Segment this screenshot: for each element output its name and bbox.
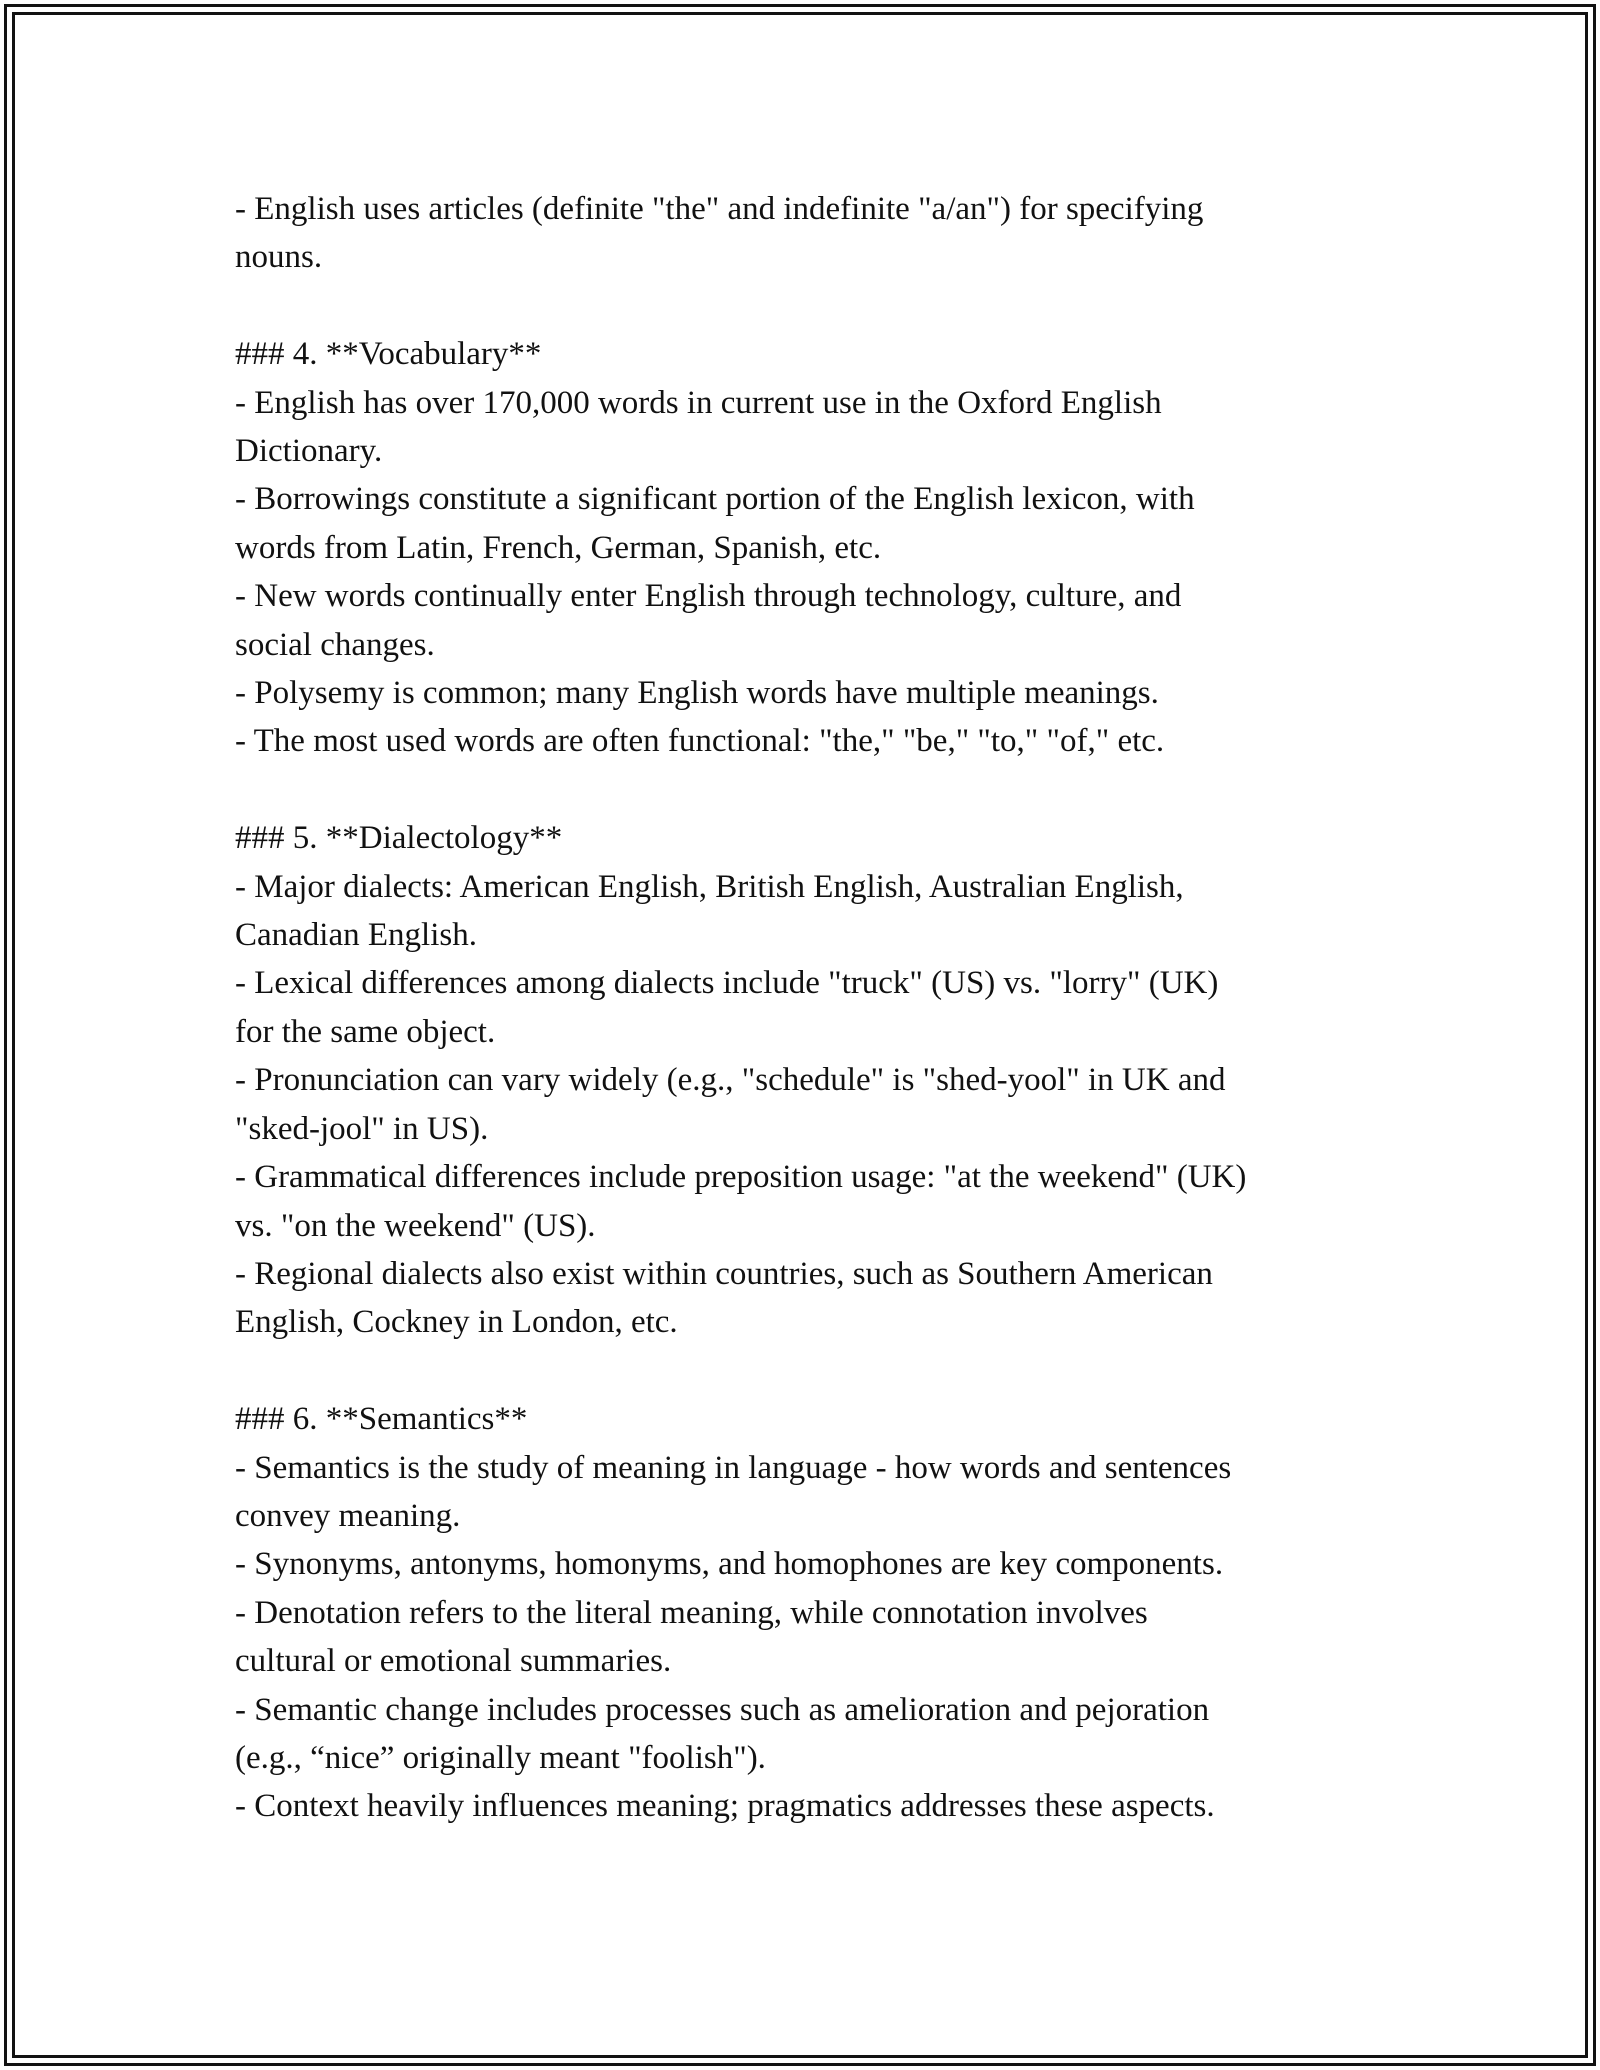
dialectology-line: for the same object.: [235, 1013, 496, 1050]
dialectology-line: English, Cockney in London, etc.: [235, 1304, 678, 1341]
section-heading-vocabulary: ### 4. **Vocabulary**: [235, 336, 542, 373]
intro-line: - English uses articles (definite "the" and indefinite "a/an") for specifying: [235, 191, 1204, 227]
dialectology-line: - Grammatical differences include preposition usage: "at the weekend" (UK): [235, 1159, 1247, 1196]
vocabulary-line: - New words continually enter English through technology, culture, and: [235, 578, 1182, 615]
semantics-line: (e.g., “nice” originally meant "foolish").: [235, 1739, 766, 1776]
blank-line: [235, 282, 1375, 330]
blank-line: [235, 1347, 1375, 1395]
semantics-line: - Synonyms, antonyms, homonyms, and homophones are key components.: [235, 1546, 1224, 1583]
dialectology-line: "sked-jool" in US).: [235, 1110, 489, 1147]
vocabulary-line: - The most used words are often functional: "the," "be," "to," "of," etc.: [235, 723, 1165, 760]
dialectology-line: - Major dialects: American English, British English, Australian English,: [235, 868, 1184, 905]
document-body: [235, 185, 1375, 1831]
semantics-line: - Semantics is the study of meaning in language - how words and sentences: [235, 1449, 1232, 1486]
intro-line: nouns.: [235, 239, 323, 276]
dialectology-line: Canadian English.: [235, 917, 477, 954]
vocabulary-line: social changes.: [235, 626, 435, 663]
section-heading-dialectology: ### 5. **Dialectology**: [235, 820, 563, 857]
dialectology-line: - Lexical differences among dialects include "truck" (US) vs. "lorry" (UK): [235, 965, 1219, 1002]
dialectology-line: vs. "on the weekend" (US).: [235, 1207, 596, 1244]
vocabulary-line: words from Latin, French, German, Spanish, etc.: [235, 529, 882, 566]
dialectology-line: - Regional dialects also exist within countries, such as Southern American: [235, 1255, 1213, 1292]
semantics-line: convey meaning.: [235, 1497, 461, 1534]
section-heading-semantics: ### 6. **Semantics**: [235, 1401, 528, 1438]
blank-line: [235, 766, 1375, 814]
vocabulary-line: Dictionary.: [235, 433, 383, 470]
vocabulary-line: - English has over 170,000 words in current use in the Oxford English: [235, 384, 1162, 421]
semantics-line: cultural or emotional summaries.: [235, 1643, 672, 1680]
vocabulary-line: - Polysemy is common; many English words have multiple meanings.: [235, 675, 1159, 712]
semantics-line: - Context heavily influences meaning; pragmatics addresses these aspects.: [235, 1788, 1215, 1825]
vocabulary-line: - Borrowings constitute a significant portion of the English lexicon, with: [235, 481, 1195, 518]
dialectology-line: - Pronunciation can vary widely (e.g., "schedule" is "shed-yool" in UK and: [235, 1062, 1226, 1099]
semantics-line: - Semantic change includes processes such as amelioration and pejoration: [235, 1691, 1210, 1728]
semantics-line: - Denotation refers to the literal meaning, while connotation involves: [235, 1594, 1148, 1631]
